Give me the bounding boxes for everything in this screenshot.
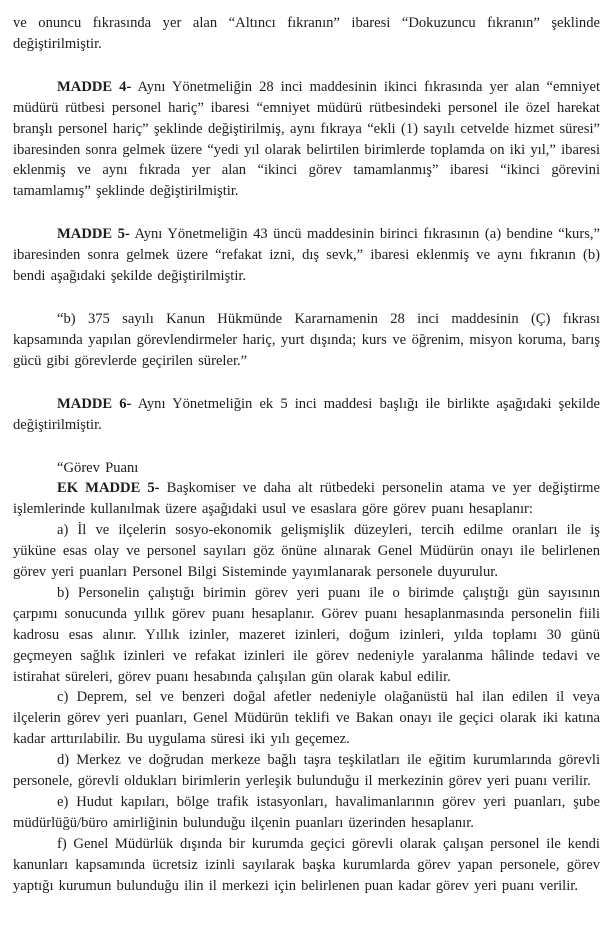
paragraph-clause-c [13,687,600,750]
paragraph-text: Aynı Yönetmeliğin 43 üncü maddesinin birinci fıkrasının (a) bendine “kurs,” ibaresinden sonra gelmek üzere “refakat izni, dış sevk,” ibaresi eklenmiş ve aynı fıkranın (b) bendi aşağıdaki şekilde değiştirilmiştir. [13,226,600,285]
paragraph-text: f) Genel Müdürlük dışında bir kurumda geçici görevli olarak çalışan personel ile kendi kanunları kapsamında ücretsiz izinli sayılarak başka kurumlarda görev yapan personele, görev yaptığı kurumun bulunduğu ilin il merkezi için belirlenen puan kadar görev yeri puanı verilir. [13,835,600,894]
paragraph-madde-5 [13,224,600,287]
paragraph-text: Aynı Yönetmeliğin ek 5 inci maddesi başlığı ile birlikte aşağıdaki şekilde değiştirilmiştir. [13,395,600,433]
paragraph-text: e) Hudut kapıları, bölge trafik istasyonları, havalimanlarının görev yeri puanları, şube müdürlüğü/büro amirliğinin bulunduğu ilçenin puanları üzerinden hesaplanır. [13,794,600,831]
paragraph-clause-a [13,520,600,583]
paragraph-text: Aynı Yönetmeliğin 28 inci maddesinin ikinci fıkrasında yer alan “emniyet müdürü rütbesi personel hariç” ibaresi “emniyet müdürü rütbesindeki personel ile özel harekat branşlı personel hariç” şeklinde değiştirilmiş, aynı fıkraya “ekli (1) sayılı cetvelde hizmet süresi” ibaresinden sonra gelmek üzere “yedi yıl olarak belirtilen birimlerde toplamda on iki yıl,” ibaresi eklenmiş ve aynı fıkrada yer alan “ikinci görev tamamlanmış” ibaresi “ikinci görevini tamamlamış” şeklinde değiştirilmiştir. [13,78,601,200]
paragraph-text: b) Personelin çalıştığı birimin görev yeri puanı ile o birimde çalıştığı gün sayısının çarpımı sonucunda yıllık görev puanı hesaplanır. Görev puanı hesaplanmasında personelin fiili kadrosu esas alınır. Yıllık izinler, mazeret izinleri, doğum izinleri, yılda toplamı 30 günü geçmeyen sağlık izinleri ve refakat izinleri ile görev nedeniyle yaralanma hâlinde tedavi ve istirahat süreleri, görev puanı hesabında çalışılan gün olarak kabul edilir. [13,584,600,685]
paragraph-text: d) Merkez ve doğrudan merkeze bağlı taşra teşkilatları ile eğitim kurumlarında görevli personele, görevli oldukları birimlerin yerleşik bulunduğu il merkezinin görev yeri puanı verilir. [13,752,600,790]
paragraph-gorev-puani-heading [13,458,600,479]
paragraph-text: c) Deprem, sel ve benzeri doğal afetler nedeniyle olağanüstü hal ilan edilen il veya ilçelerin görev yeri puanları, Genel Müdürün teklifi ve Bakan onayı ile geçici olarak iki katına kadar arttırılabilir. Bu uygulama süresi iki yılı geçemez. [13,689,600,748]
paragraph-bold-prefix: EK MADDE 5- [57,480,160,497]
paragraph-madde-6 [13,394,600,436]
paragraph-clause-b [13,583,600,688]
paragraph-text: a) İl ve ilçelerin sosyo-ekonomik gelişmişlik düzeyleri, tercih edilme oranları ile iş yüküne esas olay ve personel sayıları göz önüne alınarak Genel Müdürün onayı ile belirlenen görev yeri puanları Personel Bilgi Sisteminde yayımlanarak personele duyurulur. [13,522,600,581]
paragraph-continuation [13,13,600,55]
paragraph-madde-4 [13,77,600,202]
paragraph-text: “b) 375 sayılı Kanun Hükmünde Kararnamenin 28 inci maddesinin (Ç) fıkrası kapsamında yapılan görevlendirmeler hariç, yurt dışında; kurs ve öğrenim, misyon koruma, barış gücü gibi görevlerde geçirilen süreler.” [13,310,600,369]
paragraph-clause-e [13,792,600,834]
paragraph-bold-prefix: MADDE 6- [57,395,132,412]
paragraph-clause-d [13,750,600,792]
paragraph-text: “Görev Puanı [57,459,139,476]
paragraph-clause-f [13,834,600,897]
paragraph-bold-prefix: MADDE 4- [57,78,132,95]
paragraph-quoted-clause-b [13,309,600,372]
paragraph-text: ve onuncu fıkrasında yer alan “Altıncı fıkranın” ibaresi “Dokuzuncu fıkranın” şeklinde değiştirilmiştir. [13,15,600,52]
paragraph-ek-madde-5 [13,478,600,520]
paragraph-text: Başkomiser ve daha alt rütbedeki personelin atama ve yer değiştirme işlemlerinde kullanılmak üzere aşağıdaki usul ve esaslara göre görev puanı hesaplanır: [13,480,600,518]
paragraph-bold-prefix: MADDE 5- [57,226,130,243]
